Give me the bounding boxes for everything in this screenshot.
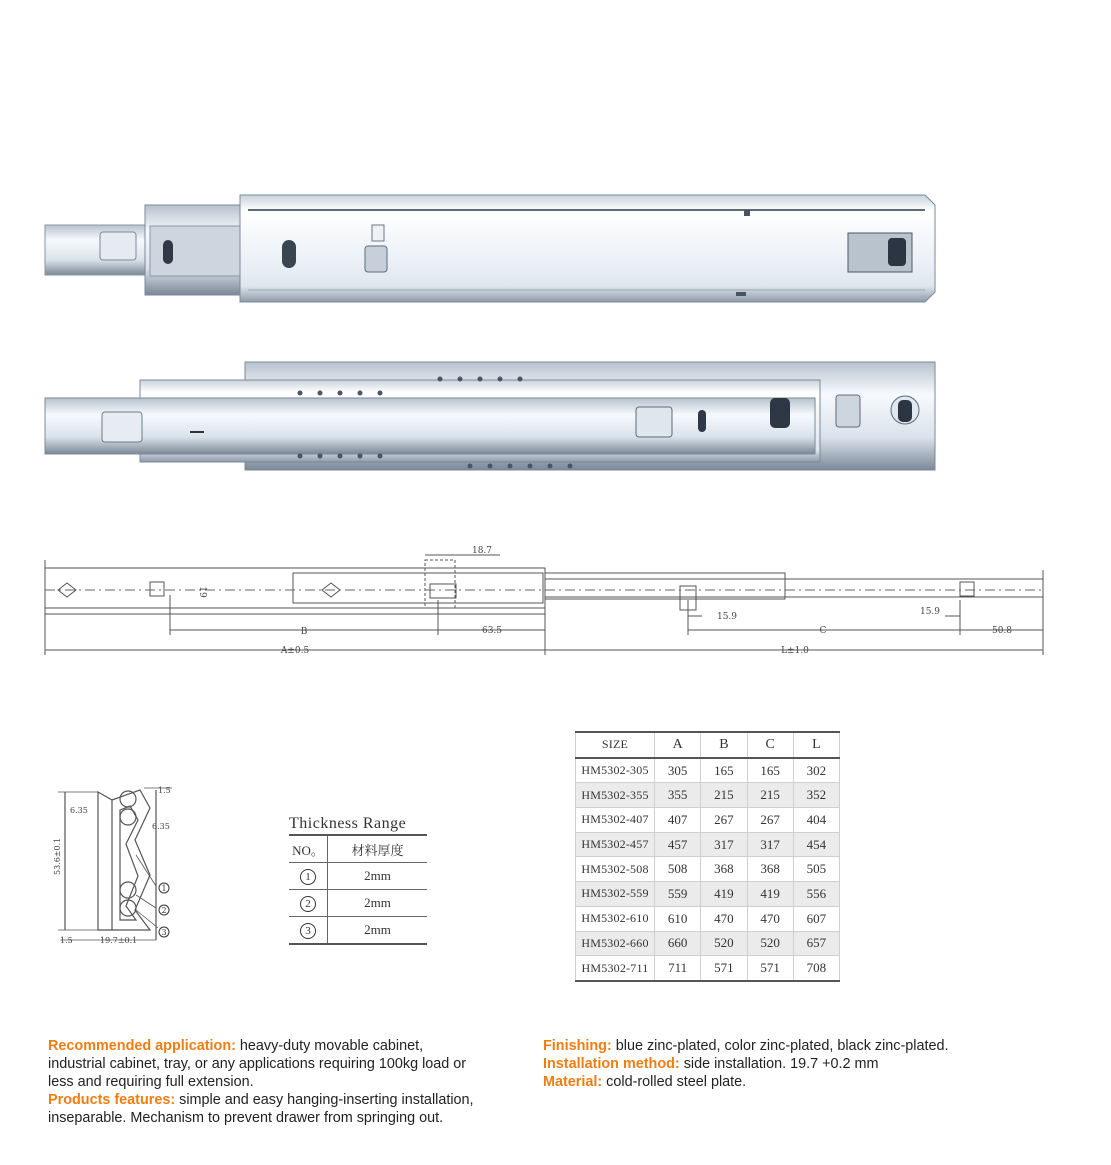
cs-53-6: 53.6±0.1: [53, 837, 62, 875]
size-table-row: [576, 956, 840, 981]
thickness-row: [289, 863, 427, 890]
size-table-row: [576, 783, 840, 808]
cs-1-5-top: 1.5: [158, 786, 171, 795]
cell-c: 165: [747, 758, 793, 783]
thickness-no: 2: [300, 896, 316, 912]
thickness-title: Thickness Range: [289, 815, 407, 832]
installation-text: side installation. 19.7 +0.2 mm: [679, 1056, 879, 1072]
cell-b: 215: [701, 783, 747, 808]
cell-l: 607: [793, 906, 839, 931]
cell-size: HM5302-457: [576, 832, 655, 857]
thickness-row: [289, 890, 427, 917]
cell-c: 419: [747, 882, 793, 907]
thickness-header-row: [289, 835, 427, 863]
thickness-value: 2mm: [328, 890, 428, 917]
cell-size: HM5302-305: [576, 758, 655, 783]
description-left: [48, 1037, 478, 1127]
header-b: B: [701, 732, 747, 758]
size-table-row: [576, 758, 840, 783]
cell-l: 404: [793, 808, 839, 833]
cs-6-35-b: 6.35: [152, 822, 170, 831]
cell-size: HM5302-660: [576, 931, 655, 956]
cell-c: 520: [747, 931, 793, 956]
cell-b: 520: [701, 931, 747, 956]
cell-l: 708: [793, 956, 839, 981]
thickness-value: 2mm: [328, 917, 428, 945]
size-table-row: [576, 882, 840, 907]
cell-a: 711: [655, 956, 701, 981]
cell-c: 571: [747, 956, 793, 981]
size-table-row: [576, 857, 840, 882]
cell-b: 368: [701, 857, 747, 882]
cell-size: HM5302-407: [576, 808, 655, 833]
material-label: Material:: [543, 1074, 603, 1090]
cell-b: 165: [701, 758, 747, 783]
dim-18-7: 18.7: [471, 546, 493, 556]
cell-a: 305: [655, 758, 701, 783]
cell-size: HM5302-610: [576, 906, 655, 931]
dim-l: L±1.0: [781, 646, 809, 656]
cs-ball-2: 2: [161, 906, 167, 915]
cell-b: 571: [701, 956, 747, 981]
cell-size: HM5302-559: [576, 882, 655, 907]
cell-c: 368: [747, 857, 793, 882]
size-table-row: [576, 832, 840, 857]
size-table: [575, 731, 840, 982]
thickness-table: [289, 834, 427, 945]
cell-a: 508: [655, 857, 701, 882]
thickness-header-material: 材料厚度: [328, 835, 428, 863]
thickness-row: [289, 917, 427, 945]
cell-l: 505: [793, 857, 839, 882]
size-table-row: [576, 931, 840, 956]
cell-c: 470: [747, 906, 793, 931]
size-table-row: [576, 906, 840, 931]
slide-photo-top: [0, 0, 1111, 500]
thickness-no: 1: [300, 869, 316, 885]
features-text: simple and easy hanging-inserting installation, inseparable. Mechanism to prevent drawer from springing out.: [48, 1092, 474, 1126]
header-a: A: [655, 732, 701, 758]
dimension-drawing: [0, 540, 1111, 670]
features-label: Products features:: [48, 1092, 176, 1108]
header-c: C: [747, 732, 793, 758]
description-right: [543, 1037, 1073, 1091]
cs-19-7: 19.7±0.1: [100, 936, 138, 945]
cell-l: 556: [793, 882, 839, 907]
installation-label: Installation method:: [543, 1056, 680, 1072]
cell-c: 267: [747, 808, 793, 833]
recommended-label: Recommended application:: [48, 1038, 236, 1054]
cell-c: 317: [747, 832, 793, 857]
cs-1-5-bottom: 1.5: [60, 936, 73, 945]
cell-size: HM5302-711: [576, 956, 655, 981]
thickness-header-no: NO。: [289, 835, 328, 863]
header-size: SIZE: [576, 732, 655, 758]
dim-50-8: 50.8: [991, 626, 1013, 636]
recommended-text: heavy-duty movable cabinet, industrial cabinet, tray, or any applications requiring 100kg load or less and requiring full extension.: [48, 1038, 467, 1090]
cell-a: 660: [655, 931, 701, 956]
cell-b: 470: [701, 906, 747, 931]
cell-b: 317: [701, 832, 747, 857]
cross-section-drawing: [40, 780, 200, 955]
material-text: cold-rolled steel plate.: [602, 1074, 747, 1090]
cell-l: 454: [793, 832, 839, 857]
cs-6-35-a: 6.35: [70, 806, 88, 815]
dim-c: C: [819, 626, 827, 636]
cs-ball-3: 3: [161, 928, 167, 937]
dim-19: 19: [197, 586, 207, 598]
cell-size: HM5302-508: [576, 857, 655, 882]
size-table-row: [576, 808, 840, 833]
cell-l: 657: [793, 931, 839, 956]
cell-a: 355: [655, 783, 701, 808]
cell-l: 302: [793, 758, 839, 783]
thickness-no: 3: [300, 923, 316, 939]
header-l: L: [793, 732, 839, 758]
cell-size: HM5302-355: [576, 783, 655, 808]
dim-b: B: [300, 627, 308, 637]
dim-15-9-a: 15.9: [716, 612, 738, 622]
cs-ball-1: 1: [161, 884, 167, 893]
cell-b: 419: [701, 882, 747, 907]
finishing-label: Finishing:: [543, 1038, 612, 1054]
dim-63-5: 63.5: [481, 626, 503, 636]
cell-c: 215: [747, 783, 793, 808]
cell-a: 610: [655, 906, 701, 931]
thickness-value: 2mm: [328, 863, 428, 890]
finishing-text: blue zinc-plated, color zinc-plated, black zinc-plated.: [611, 1038, 949, 1054]
cell-a: 407: [655, 808, 701, 833]
cell-a: 457: [655, 832, 701, 857]
dim-a: A±0.5: [280, 646, 310, 656]
cell-l: 352: [793, 783, 839, 808]
cell-b: 267: [701, 808, 747, 833]
cell-a: 559: [655, 882, 701, 907]
size-table-header: [576, 732, 840, 758]
dim-15-9-b: 15.9: [919, 607, 941, 617]
